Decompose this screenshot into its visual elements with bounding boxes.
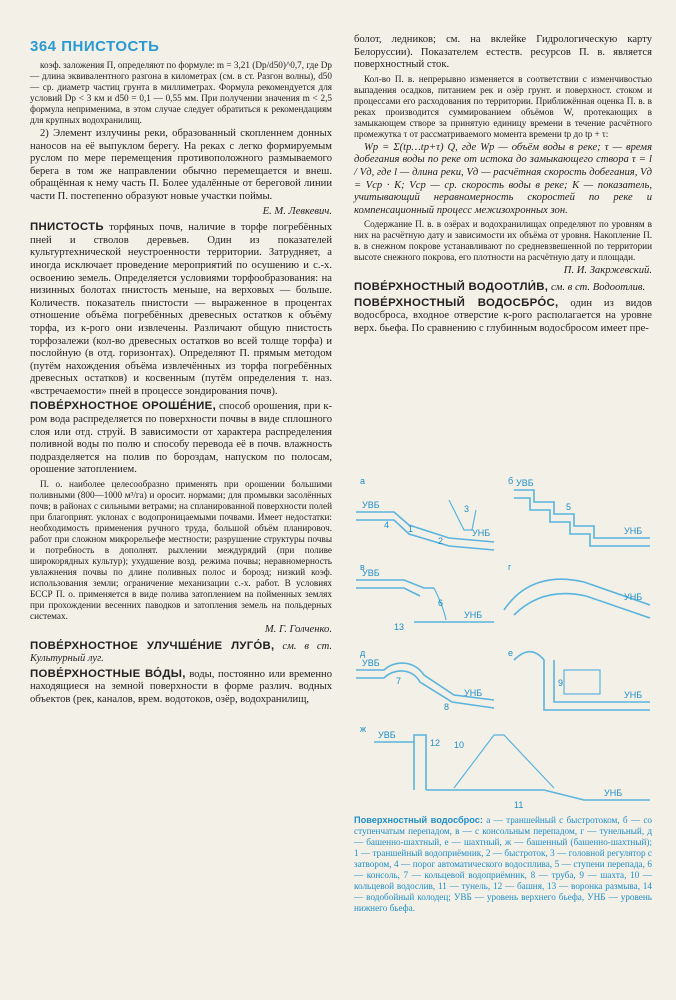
label-a: а [360,476,366,486]
author-signature: П. И. Закржевский. [563,265,652,277]
entry-poverkhnostnye-vody [30,668,332,707]
label-num: 3 [464,504,470,514]
spillway-figure [354,470,652,810]
entry-title: ПОВЕ́РХНОСТНЫЙ ВОДООТЛИ́В, [354,280,549,293]
label-num: 6 [438,598,444,608]
caption-title: Поверхностный водосброс: [354,815,483,825]
label-num: 9 [558,678,564,688]
author-signature: Е. М. Левкевич. [262,205,332,217]
page-number: 364 [30,38,57,55]
diagram-d [356,663,494,708]
entry-text: торфяных почв, наличие в торфе погребённых пней и стволов деревьев. Один из показателей культуртехнической неустроенности территории. Затрудняет, а иногда исключает проведение мероприятий по осушению и с.-х. освоению земель. Определяется условиями торфообразования: на низинных болотах пнистость меньше, на верховых — больше. Количеств. показатель пнистости — выраженное в процентах отношение объёма погребённых древесных остатков к объёму торфа, из к-рого они извлечены. Различают общую пнистость торфозалежи (кол-во древесных остатков во всей толще торфа) и послойную (в отд. горизонтах). Определяют П. прямым методом (путём нахождения объёма извлечённых из торфа погребённых древесных остатков) и косвенным (путём определения т. наз. «встречаемости» пней в процессе зондирования почв). [30,222,332,397]
entry-title: ПОВЕ́РХНОСТНОЕ УЛУЧШЕ́НИЕ ЛУГО́В, [30,639,275,652]
label-unb-e: УНБ [624,690,643,700]
label-num: 10 [454,740,465,750]
entry-text: один из видов водосброса, входное отверстие к-рого располагается на уровне верх. бьефа. По сравнению с глубинным водосбросом имеет пре- [354,297,652,334]
author-signature: М. Г. Голченко. [264,624,332,636]
paragraph: коэф. заложения П, определяют по формуле: m = 3,21 (Dр/d50)^0,7, где Dр — длина эквивалентного разгона в километрах (см. в ст. Разгон волны), d50 — ср. диаметр частиц грунта в миллиметрах. Формула рекомендуется для условий Dр < 3 км и d50 = 0,1 — 0,55 мм. При получении значения m < 2,5 формула неприменима, в этом случае следует обратиться к рекомендациям для крупных водохранилищ. [30,60,332,125]
entry-title: ПОВЕ́РХНОСТНЫЕ ВО́ДЫ, [30,667,186,680]
label-num: 13 [394,622,405,632]
label-unb-zh: УНБ [604,788,623,798]
label-d: д [360,648,366,658]
label-num: 2 [438,536,444,546]
label-uvb-d: УВБ [362,658,380,668]
entry-text: способ орошения, при к-ром вода распределяется по поверхности почвы в виде сплошного слоя или отд. струй. В зависимости от характера распределения поливной воды по полю и способу перевода её в почв. влажность подразделяется на полив по бороздам, напуском по полосам, орошение затоплением. [30,401,332,476]
diagram-e [514,652,650,710]
label-num: 4 [384,520,390,530]
entry-vodosbros [354,297,652,336]
entry-title: ПОВЕ́РХНОСТНЫЙ ВОДОСБРО́С, [354,296,559,309]
entry-text: см. в ст. Водоотлив. [550,281,646,293]
paragraph: Содержание П. в. в озёрах и водохранилищах определяют по уровням в них на расчётную дату и зависимости их объёма от уровня. Накопление П. в. в снежном покрове устанавливают по средневзвешенной по территории высоте снежного покрова, его плотности на расчётную дату и площади. [354,219,652,263]
entry-title: ПОВЕ́РХНОСТНОЕ ОРОШЕ́НИЕ, [30,400,217,413]
label-num: 5 [566,502,572,512]
formula: Wр = Σ(tр…tр+τ) Q, где Wр — объём воды в реке; τ — время добегания воды по реке от истока до замыкающего створа τ = l / Vд, где l — длина реки, Vд — расчётная скорость добегания, Vд = Vср · K; Vср — ср. скорость воды в реке; K — показатель, учитывающий неравномерность скоростей по реке и компенсационный процесс межизохронных зон. [354,141,652,216]
entry-pnistost [30,221,332,398]
left-column [30,60,332,709]
entry-uluchshenie-lugov [30,640,332,666]
label-unb-g: УНБ [624,592,643,602]
page-header [30,38,159,55]
entry-title: ПНИСТОСТЬ [30,221,104,234]
label-b: б [508,476,514,486]
running-title: ПНИСТОСТЬ [61,38,160,55]
label-e: е [508,648,514,658]
label-g: г [508,562,512,572]
caption-text: а — траншейный с быстротоком, б — со ступенчатым перепадом, в — с консольным перепадом, г — тунельный, д — башенно-шахтный, е — шахтный, ж — башенный (башенно-шахтный); 1 — траншейный водоприёмник, 2 — быстроток, 3 — головной регулятор с затвором, 4 — порог автоматического водосплива, 5 — ступени перепада, 6 — консоль, 7 — кольцевой водоприёмник, 8 — труба, 9 — шахта, 10 — кольцевой водослив, 11 — тунель, 12 — башня, 13 — воронка размыва, 14 — водобойный колодец; УВБ — уровень верхнего бьефа, УНБ — уровень нижнего бьефа. [354,815,652,913]
entry-text: см. в ст. Культурный луг. [30,640,332,665]
paragraph: 2) Элемент излучины реки, образованный скопленнем донных наносов на её выпуклом берегу. На реках с легко формируемым руслом по мере перемещения противоположного размываемого берега в том же направлении обычно перемещается и внеш. обращённая к нему часть П. Более удалённые от береговой линии части П. постепенно образуют новые участки поймы. [30,128,332,202]
label-zh: ж [360,724,367,734]
figure-caption [354,815,652,914]
label-num: 1 [408,524,414,534]
paragraph: П. о. наиболее целесообразно применять при орошении большими поливными (800—1000 м³/га) и оросит. нормами; для промывки засолённых почв; в районах с сильными ветрами; на спланированной поверхности полей при благоприят. уклонах с водопроницаемыми почвами. Имеет недостатки: необходимость применения ручного труда, большой объём планировоч. работ при сложном микрорельефе местности; разрушение структуры почвы и потребность в дополнят. рыхлении междурядий (при поливе широкорядных культур); ухудшение возд. режима почвы; неравномерность увлажнения почвы по длине поливных полос и борозд; низкий коэф. использования земли; ограничение механизации с.-х. работ. В условиях БССР П. о. применяется в виде полива затоплением на пойменных землях при прохождении весенних паводков и затопления земель на польдерных системах. [30,479,332,622]
label-unb-v: УНБ [464,610,483,620]
label-num: 7 [396,676,402,686]
spillway-diagrams [354,470,652,810]
label-num: 8 [444,702,450,712]
label-uvb-b: УВБ [516,478,534,488]
label-num: 12 [430,738,441,748]
paragraph: Кол-во П. в. непрерывно изменяется в соответствии с изменчивостью выпадения осадков, питанием рек и озёр грунт. и поверхност. стоком и процессами его расходования по территории. Приближённая оценка П. в. в реках производится суммированием объёмов W, протекающих в замыкающем створе за принятую единицу времени в течение расчётного промежутка τ от рассматриваемого момента времени tр до tр + τ: [354,73,652,139]
label-uvb-v: УВБ [362,568,380,578]
label-num: 11 [514,800,524,810]
entry-text: воды, постоянно или временно находящиеся на земной поверхности в форме различ. водных объектов (рек, каналов, врем. водотоков, озёр, водохранилищ, [30,668,332,705]
label-uvb-zh: УВБ [378,730,396,740]
label-v: в [360,562,365,572]
entry-poverkhnostnoe-oroshenie [30,400,332,477]
label-unb-a: УНБ [472,528,491,538]
label-unb-d: УНБ [464,688,483,698]
diagram-b [514,490,650,546]
paragraph: болот, ледников; см. на вклейке Гидрологическую карту Белоруссии). Показателем естеств. ресурсов П. в. является поверхностный сток. [354,34,652,71]
label-uvb-a: УВБ [362,500,380,510]
right-column [354,34,652,337]
label-unb-b: УНБ [624,526,643,536]
entry-vodootliv [354,281,652,295]
